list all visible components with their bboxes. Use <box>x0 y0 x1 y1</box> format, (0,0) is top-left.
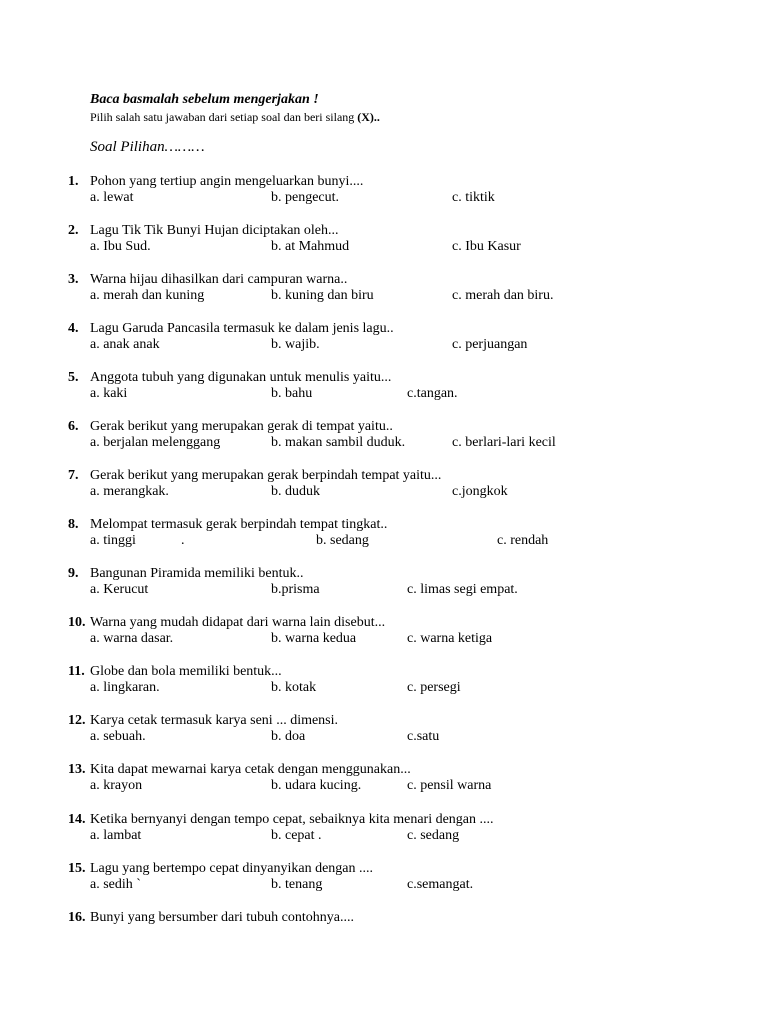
option-a: a. merah dan kuning <box>90 288 205 303</box>
question-item <box>0 566 768 606</box>
option-b: b. at Mahmud <box>271 239 350 254</box>
option-b: b. kuning dan biru <box>271 288 374 303</box>
question-number: 12. <box>68 713 86 728</box>
question-item <box>0 370 768 410</box>
option-c: c. berlari-lari kecil <box>452 435 556 450</box>
question-number: 9. <box>68 566 79 581</box>
instruction-text <box>90 110 380 125</box>
question-item <box>0 762 768 802</box>
question-number: 11. <box>68 664 85 679</box>
question-item <box>0 615 768 655</box>
option-a: a. kaki <box>90 386 128 401</box>
option-a: a. lingkaran. <box>90 680 160 695</box>
option-c: c. warna ketiga <box>407 631 493 646</box>
question-text: Pohon yang tertiup angin mengeluarkan bunyi.... <box>90 174 364 189</box>
option-a: a. tinggi <box>90 533 136 548</box>
question-number: 4. <box>68 321 79 336</box>
option-c: c. tiktik <box>452 190 495 205</box>
option-c: c. rendah <box>497 533 549 548</box>
instruction-body: Pilih salah satu jawaban dari setiap soal dan beri silang <box>90 110 355 124</box>
question-text: Lagu Garuda Pancasila termasuk ke dalam jenis lagu.. <box>90 321 394 336</box>
section-title: Soal Pilihan……… <box>90 139 205 155</box>
question-number: 10. <box>68 615 86 630</box>
option-b: b. makan sambil duduk. <box>271 435 406 450</box>
option-b: b. doa <box>271 729 306 744</box>
option-b: b. udara kucing. <box>271 778 362 793</box>
question-number: 6. <box>68 419 79 434</box>
question-text: Bunyi yang bersumber dari tubuh contohnya.... <box>90 910 355 925</box>
option-b: b. pengecut. <box>271 190 340 205</box>
option-c: c. persegi <box>407 680 461 695</box>
question-text: Karya cetak termasuk karya seni ... dimensi. <box>90 713 339 728</box>
option-b: b. kotak <box>271 680 317 695</box>
question-item <box>0 468 768 508</box>
option-c: c. merah dan biru. <box>452 288 554 303</box>
option-c: c.tangan. <box>407 386 458 401</box>
question-number: 7. <box>68 468 79 483</box>
option-a: a. sebuah. <box>90 729 146 744</box>
question-item <box>0 321 768 361</box>
option-a: a. warna dasar. <box>90 631 174 646</box>
option-a: a. anak anak <box>90 337 160 352</box>
option-a: a. sedih ` <box>90 877 141 892</box>
question-text: Lagu Tik Tik Bunyi Hujan diciptakan oleh... <box>90 223 339 238</box>
question-number: 3. <box>68 272 79 287</box>
option-c: c. perjuangan <box>452 337 528 352</box>
option-a: a. krayon <box>90 778 143 793</box>
question-item <box>0 223 768 263</box>
question-text: Warna hijau dihasilkan dari campuran warna.. <box>90 272 348 287</box>
question-text: Lagu yang bertempo cepat dinyanyikan dengan .... <box>90 861 374 876</box>
question-text: Anggota tubuh yang digunakan untuk menulis yaitu... <box>90 370 392 385</box>
option-a: a. lambat <box>90 828 142 843</box>
option-c: c.jongkok <box>452 484 508 499</box>
question-item <box>0 812 768 852</box>
question-item <box>0 517 768 557</box>
option-b: b. warna kedua <box>271 631 357 646</box>
question-item <box>0 910 768 950</box>
option-a: a. merangkak. <box>90 484 169 499</box>
question-number: 14. <box>68 812 86 827</box>
question-number: 16. <box>68 910 86 925</box>
option-b: b.prisma <box>271 582 320 597</box>
option-c: c. sedang <box>407 828 460 843</box>
question-text: Globe dan bola memiliki bentuk... <box>90 664 282 679</box>
question-text: Gerak berikut yang merupakan gerak berpindah tempat yaitu... <box>90 468 442 483</box>
option-a: a. Ibu Sud. <box>90 239 151 254</box>
option-c: c. limas segi empat. <box>407 582 518 597</box>
question-text: Gerak berikut yang merupakan gerak di tempat yaitu.. <box>90 419 393 434</box>
option-b: b. tenang <box>271 877 323 892</box>
question-item <box>0 713 768 753</box>
question-text: Melompat termasuk gerak berpindah tempat tingkat.. <box>90 517 388 532</box>
option-a: a. Kerucut <box>90 582 149 597</box>
question-number: 2. <box>68 223 79 238</box>
instruction-mark: (X).. <box>357 110 380 124</box>
option-c: c. pensil warna <box>407 778 492 793</box>
option-a: a. lewat <box>90 190 134 205</box>
question-number: 8. <box>68 517 79 532</box>
question-text: Kita dapat mewarnai karya cetak dengan menggunakan... <box>90 762 411 777</box>
question-item <box>0 861 768 901</box>
question-text: Bangunan Piramida memiliki bentuk.. <box>90 566 304 581</box>
question-number: 15. <box>68 861 86 876</box>
question-item <box>0 419 768 459</box>
option-b: b. duduk <box>271 484 320 499</box>
question-number: 5. <box>68 370 79 385</box>
instruction-title: Baca basmalah sebelum mengerjakan ! <box>90 92 319 107</box>
question-item <box>0 272 768 312</box>
option-c: c.satu <box>407 729 440 744</box>
option-c: c. Ibu Kasur <box>452 239 521 254</box>
option-b: b. bahu <box>271 386 313 401</box>
question-number: 13. <box>68 762 86 777</box>
option-dot: . <box>181 533 185 548</box>
option-b: b. cepat . <box>271 828 322 843</box>
option-c: c.semangat. <box>407 877 474 892</box>
question-item <box>0 664 768 704</box>
question-number: 1. <box>68 174 79 189</box>
option-a: a. berjalan melenggang <box>90 435 221 450</box>
option-b: b. sedang <box>316 533 369 548</box>
question-text: Ketika bernyanyi dengan tempo cepat, sebaiknya kita menari dengan .... <box>90 812 494 827</box>
question-text: Warna yang mudah didapat dari warna lain disebut... <box>90 615 386 630</box>
question-item <box>0 174 768 214</box>
option-b: b. wajib. <box>271 337 320 352</box>
